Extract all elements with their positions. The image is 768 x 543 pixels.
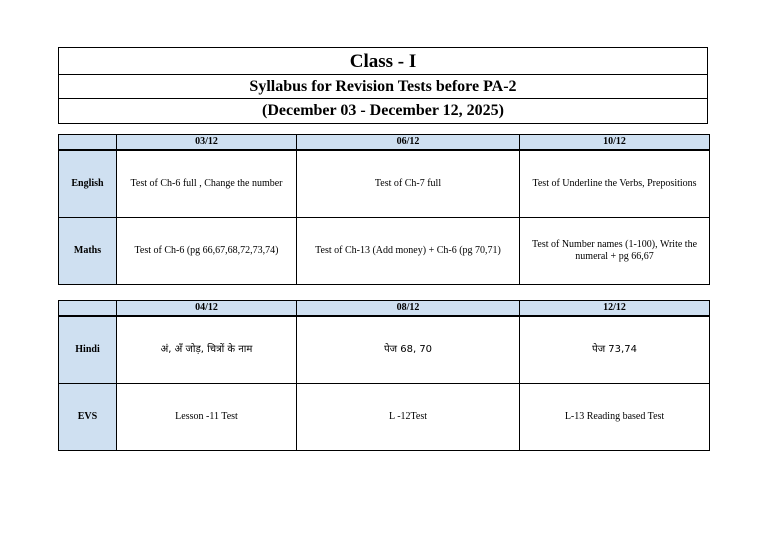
- table-row: [59, 218, 710, 285]
- date-header-row: [59, 301, 710, 317]
- test-cell: Lesson -11 Test: [117, 384, 297, 451]
- test-cell: Test of Underline the Verbs, Prepositions: [520, 150, 710, 218]
- date-header-row: [59, 135, 710, 151]
- date-header: 10/12: [520, 135, 710, 151]
- syllabus-subtitle: Syllabus for Revision Tests before PA-2: [59, 75, 707, 99]
- blank-corner-cell: [59, 301, 117, 317]
- date-header: 04/12: [117, 301, 297, 317]
- title-block: [58, 47, 708, 124]
- subject-label: Maths: [59, 218, 117, 285]
- schedule-table-2: [58, 300, 710, 451]
- test-cell: Test of Number names (1-100), Write the numeral + pg 66,67: [520, 218, 710, 285]
- table-row: [59, 384, 710, 451]
- blank-corner-cell: [59, 135, 117, 151]
- test-cell: पेज 68, 70: [297, 316, 520, 384]
- test-cell: Test of Ch-13 (Add money) + Ch-6 (pg 70,71): [297, 218, 520, 285]
- date-header: 03/12: [117, 135, 297, 151]
- date-header: 12/12: [520, 301, 710, 317]
- table-row: [59, 150, 710, 218]
- table-row: [59, 316, 710, 384]
- subject-label: Hindi: [59, 316, 117, 384]
- test-cell: Test of Ch-6 (pg 66,67,68,72,73,74): [117, 218, 297, 285]
- test-cell: L -12Test: [297, 384, 520, 451]
- date-header: 08/12: [297, 301, 520, 317]
- test-cell: अं, अँ जोड़, चित्रों के नाम: [117, 316, 297, 384]
- class-title: Class - I: [59, 48, 707, 75]
- date-range: (December 03 - December 12, 2025): [262, 102, 504, 119]
- test-cell: Test of Ch-7 full: [297, 150, 520, 218]
- test-cell: Test of Ch-6 full , Change the number: [117, 150, 297, 218]
- test-cell: L-13 Reading based Test: [520, 384, 710, 451]
- schedule-table-1: [58, 134, 710, 285]
- date-header: 06/12: [297, 135, 520, 151]
- subject-label: English: [59, 150, 117, 218]
- test-cell: पेज 73,74: [520, 316, 710, 384]
- subject-label: EVS: [59, 384, 117, 451]
